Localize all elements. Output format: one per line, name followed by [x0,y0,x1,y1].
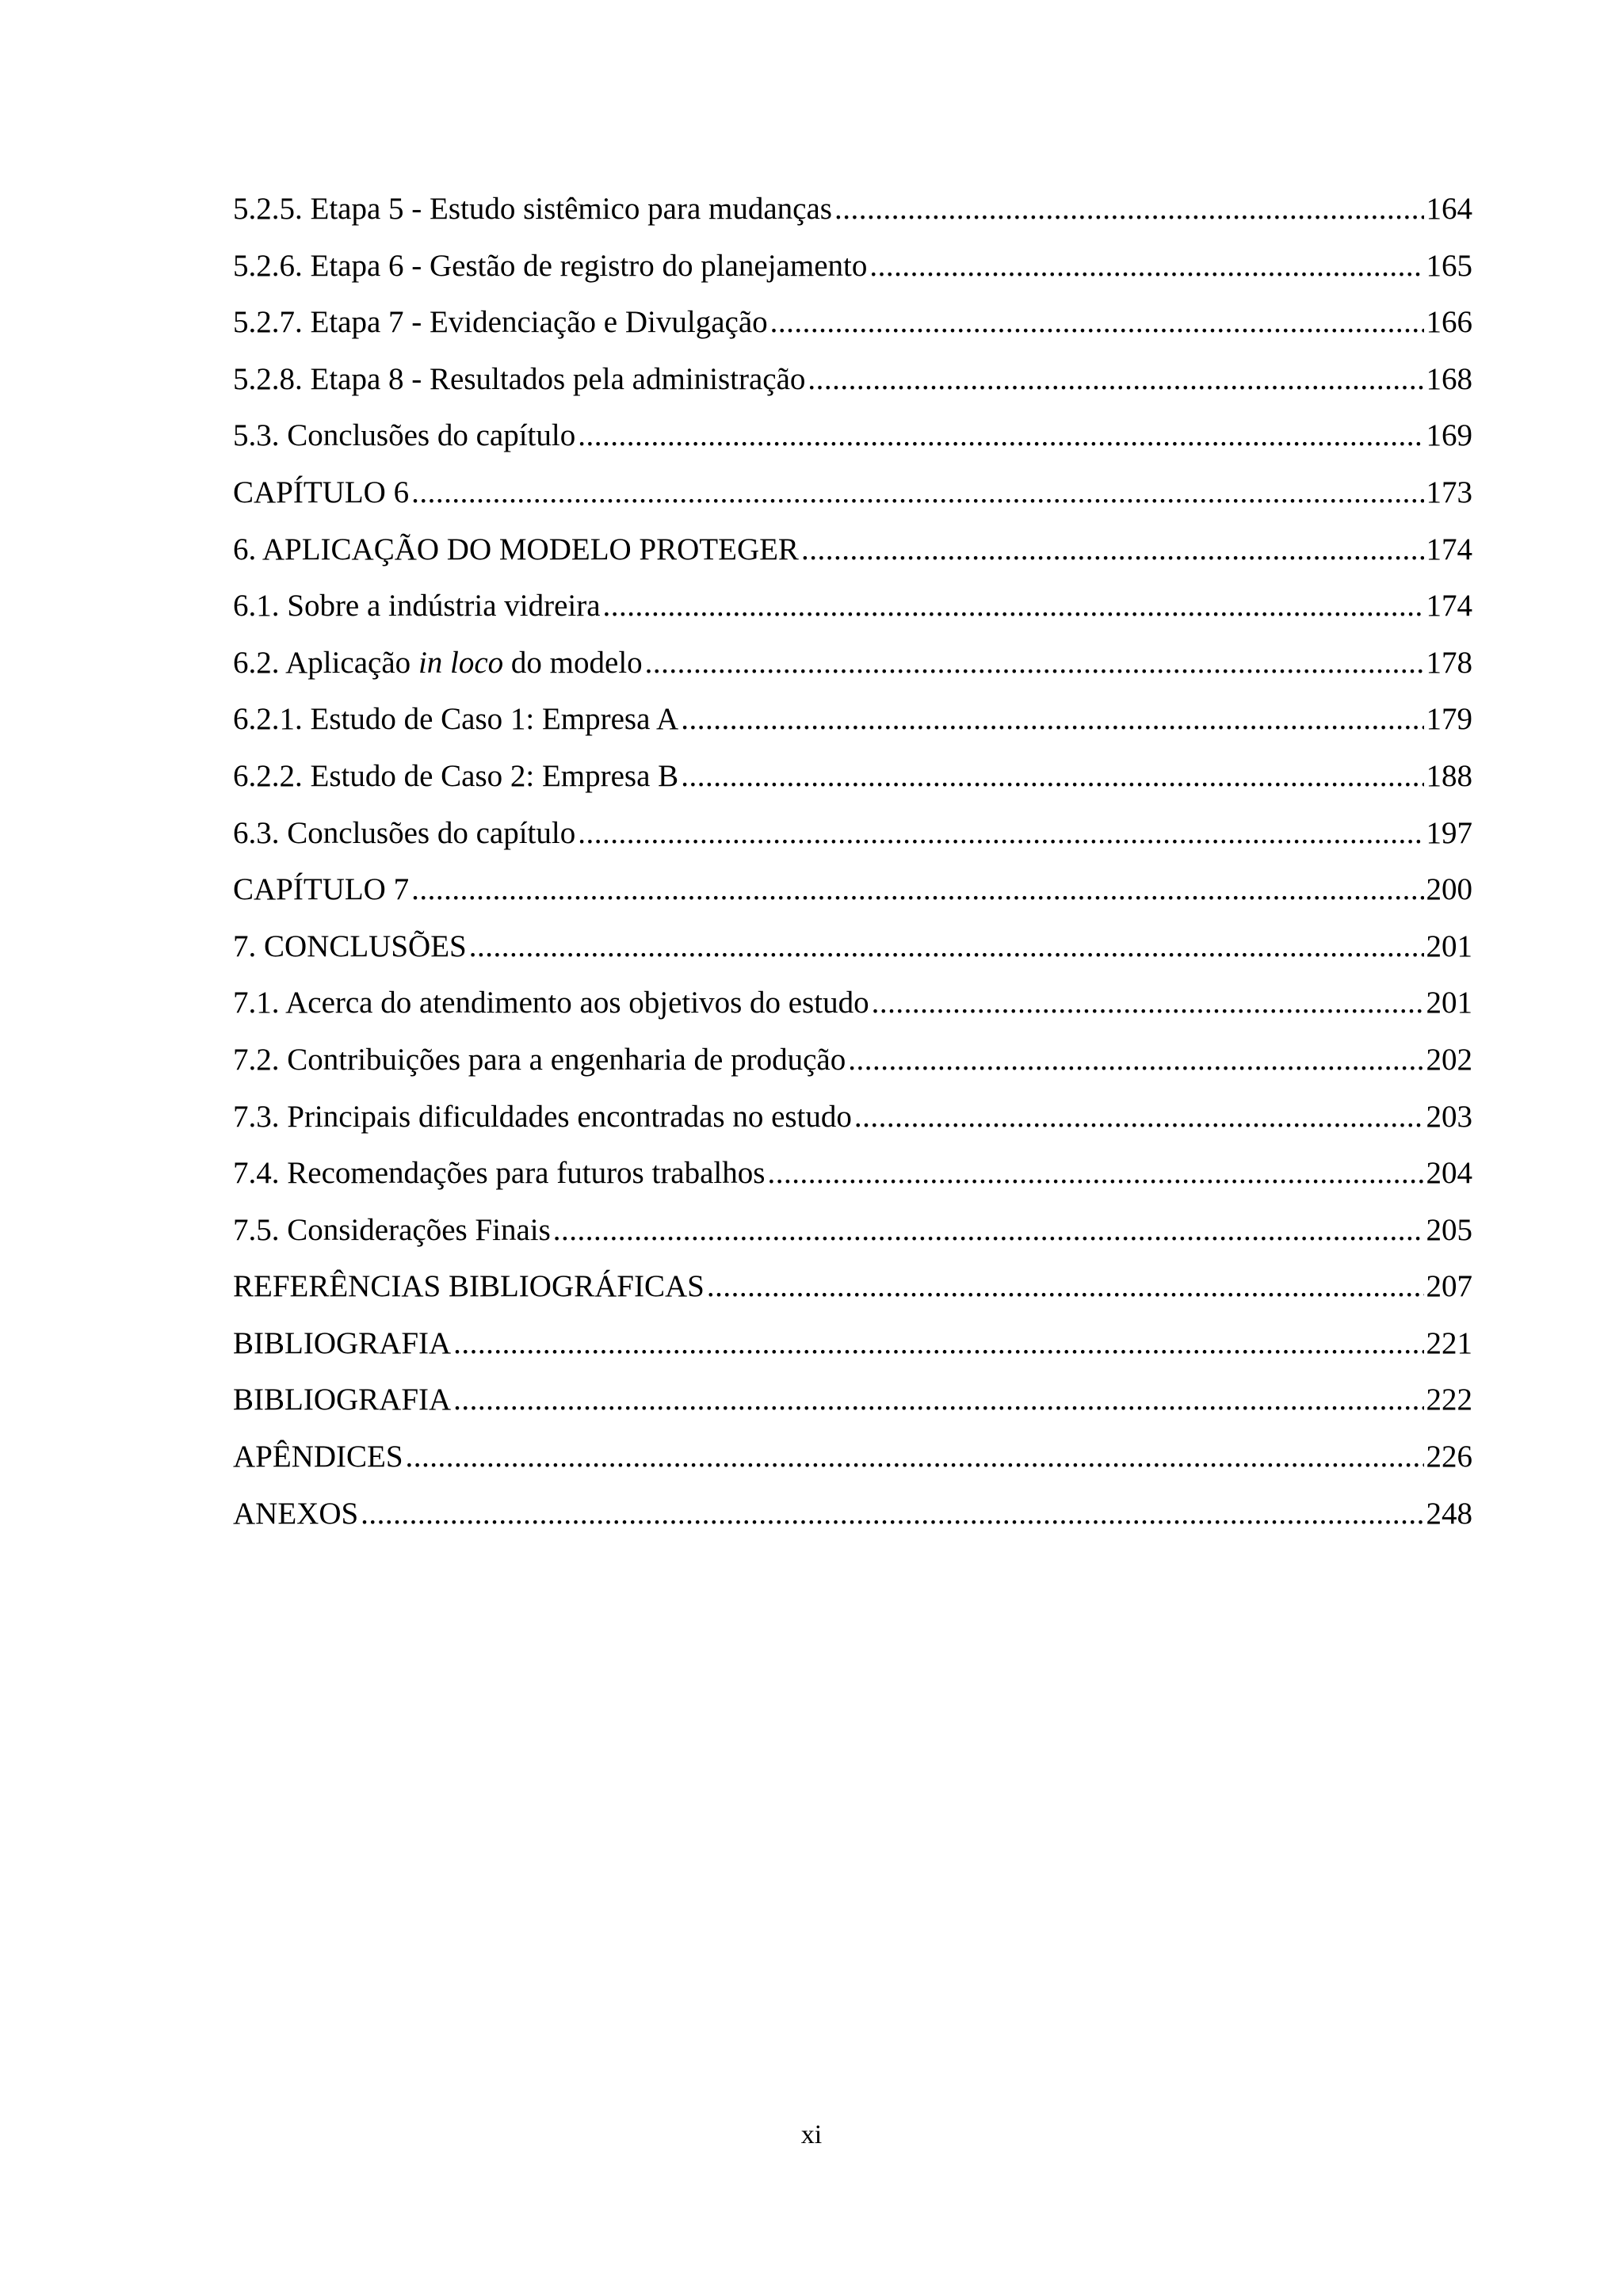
toc-entry[interactable] [233,534,1472,591]
toc-entry[interactable] [233,1325,1472,1385]
toc-entry-page-number: 222 [1426,1383,1472,1417]
toc-entry-title: 5.2.8. Etapa 8 - Resultados pela administração [233,361,806,396]
toc-entry-title: 5.2.5. Etapa 5 - Estudo sistêmico para mudanças [233,192,832,226]
toc-entry[interactable] [233,815,1472,875]
toc-entry[interactable] [233,1158,1472,1215]
toc-entry-title: 7.2. Contribuições para a engenharia de produção [233,1042,846,1077]
toc-entry-title: 7.4. Recomendações para futuros trabalhos [233,1156,766,1191]
dot-leader [707,1271,1424,1302]
toc-entry-title: BIBLIOGRAFIA [233,1325,452,1360]
dot-leader [453,1384,1423,1415]
dot-leader [869,250,1423,281]
toc-entry[interactable] [233,1271,1472,1328]
toc-entry[interactable] [233,250,1472,307]
toc-entry[interactable] [233,1498,1472,1555]
toc-entry-title: 6.2.1. Estudo de Caso 1: Empresa A [233,702,679,737]
dot-leader [767,1158,1423,1188]
dot-leader [834,193,1424,224]
toc-entry-page-number: 201 [1426,986,1472,1020]
toc-entry-title: APÊNDICES [233,1440,403,1474]
toc-entry[interactable] [233,874,1472,931]
dot-leader [808,364,1423,395]
toc-entry-page-number: 221 [1426,1325,1472,1360]
table-of-contents [233,193,1472,1554]
toc-entry[interactable] [233,1101,1472,1158]
toc-entry[interactable] [233,420,1472,477]
dot-leader [645,647,1424,678]
dot-leader [469,931,1424,962]
toc-entry-page-number: 169 [1426,418,1472,453]
toc-entry[interactable] [233,193,1472,250]
toc-entry-page-number: 178 [1426,645,1472,680]
toc-entry-title: CAPÍTULO 6 [233,475,410,509]
toc-entry-page-number: 226 [1426,1440,1472,1474]
toc-entry[interactable] [233,1044,1472,1101]
toc-entry[interactable] [233,1384,1472,1441]
toc-entry-title: CAPÍTULO 7 [233,872,410,907]
dot-leader [553,1215,1424,1245]
toc-entry-title-prefix: 6.2. Aplicação [233,645,418,680]
toc-entry-page-number: 188 [1426,758,1472,793]
dot-leader [681,704,1423,734]
toc-entry-title-suffix: do modelo [503,645,643,680]
toc-entry-title: 6.2.2. Estudo de Caso 2: Empresa B [233,758,679,793]
toc-entry-title: 7.1. Acerca do atendimento aos objetivos do estudo [233,986,869,1020]
dot-leader [872,987,1424,1018]
toc-entry-title: 7.5. Considerações Finais [233,1212,551,1247]
dot-leader [411,874,1423,905]
dot-leader [578,420,1423,451]
toc-entry-title: 6.1. Sobre a indústria vidreira [233,589,601,624]
toc-entry-title: REFERÊNCIAS BIBLIOGRÁFICAS [233,1269,705,1304]
toc-entry-page-number: 204 [1426,1156,1472,1191]
toc-entry[interactable] [233,647,1472,704]
dot-leader [801,534,1424,565]
toc-entry-page-number: 168 [1426,361,1472,396]
dot-leader [854,1101,1424,1132]
toc-entry-page-number: 173 [1426,475,1472,509]
dot-leader [681,761,1423,791]
toc-entry[interactable] [233,1441,1472,1498]
toc-entry-title: 5.3. Conclusões do capítulo [233,418,576,453]
toc-entry-title: 5.2.7. Etapa 7 - Evidenciação e Divulgação [233,305,768,340]
toc-entry[interactable] [233,590,1472,647]
toc-entry-page-number: 207 [1426,1269,1472,1304]
toc-entry-title: ANEXOS [233,1496,359,1531]
toc-entry-page-number: 174 [1426,589,1472,624]
toc-entry-page-number: 200 [1426,872,1472,907]
toc-entry-page-number: 166 [1426,305,1472,340]
dot-leader [848,1044,1423,1075]
toc-entry[interactable] [233,307,1472,364]
toc-entry[interactable] [233,477,1472,534]
toc-entry-title: 6.3. Conclusões do capítulo [233,815,576,850]
dot-leader [361,1498,1423,1529]
toc-entry[interactable] [233,704,1472,761]
toc-entry-title: 5.2.6. Etapa 6 - Gestão de registro do planejamento [233,248,868,283]
toc-entry-page-number: 205 [1426,1212,1472,1247]
toc-entry-page-number: 201 [1426,929,1472,963]
toc-entry[interactable] [233,361,1472,421]
toc-entry-title-italic: in loco [418,645,504,680]
toc-entry-page-number: 202 [1426,1042,1472,1077]
toc-entry-page-number: 164 [1426,192,1472,226]
toc-entry-title: BIBLIOGRAFIA [233,1383,452,1417]
toc-entry[interactable] [233,987,1472,1044]
dot-leader [603,590,1424,621]
dot-leader [406,1441,1424,1472]
dot-leader [453,1328,1423,1359]
toc-entry-title [233,647,645,678]
toc-entry-title: 6. APLICAÇÃO DO MODELO PROTEGER [233,532,799,566]
toc-entry-page-number: 174 [1426,532,1472,566]
toc-entry[interactable] [233,931,1472,988]
toc-entry-page-number: 165 [1426,248,1472,283]
toc-entry[interactable] [233,1212,1472,1272]
dot-leader [411,477,1423,508]
toc-entry-title: 7.3. Principais dificuldades encontradas no estudo [233,1099,852,1134]
dot-leader [770,307,1424,338]
footer-page-number: xi [800,2120,823,2149]
toc-entry-page-number: 203 [1426,1099,1472,1134]
toc-entry-page-number: 197 [1426,815,1472,850]
toc-entry-page-number: 179 [1426,702,1472,737]
toc-entry-title: 7. CONCLUSÕES [233,929,467,963]
dot-leader [578,818,1423,849]
toc-entry[interactable] [233,758,1472,818]
toc-entry-page-number: 248 [1426,1496,1472,1531]
